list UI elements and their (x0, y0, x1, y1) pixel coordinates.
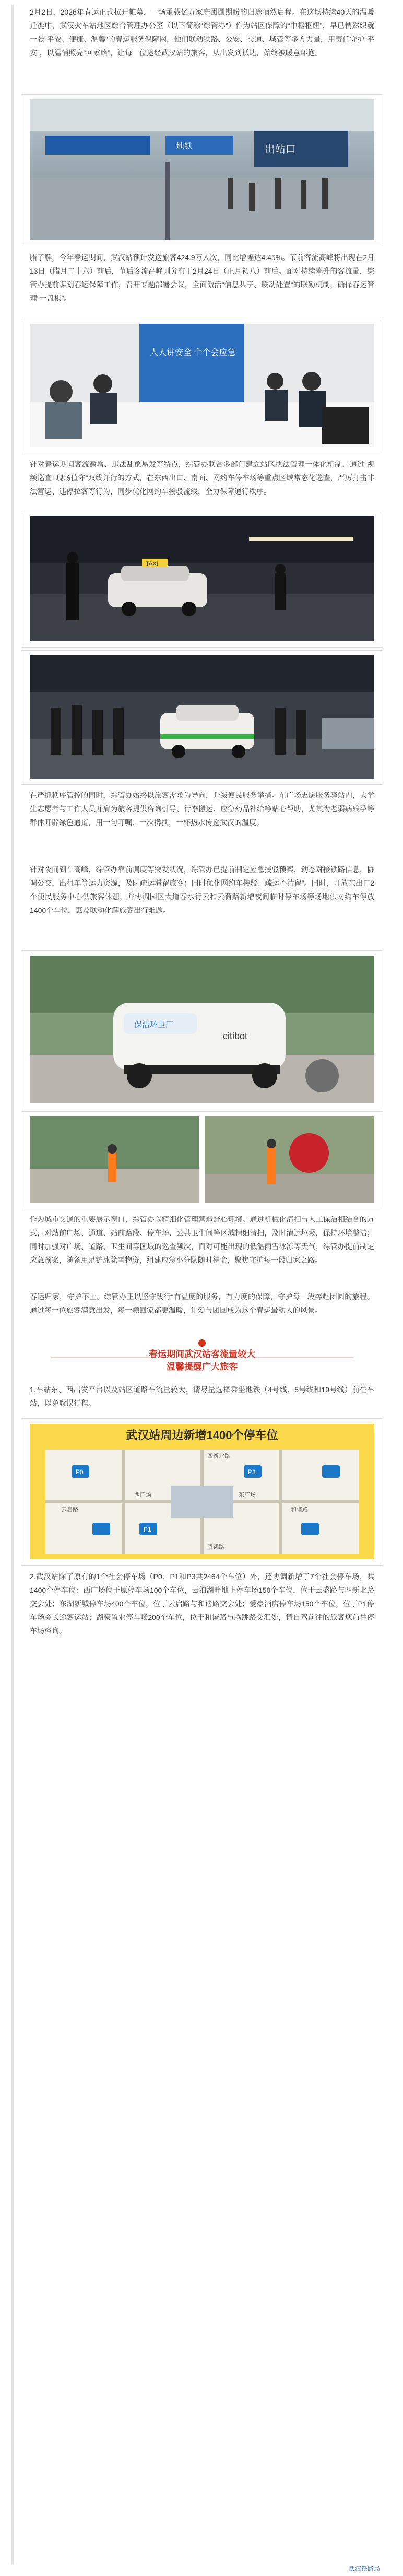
paragraph-passenger-flow: 腊了解，今年春运期间，武汉站预计发送旅客424.9万人次，同比增幅达4.45%。节前客流高峰将出现在2月13日（腊月二十六）前后，节后客流高峰则分布于2月24日（正月初八）前后。面对持续攀升的客流量，综管办提前谋划春运保障工作，召开专题部署会议，全面激活“信息共享、联动处置”的联勤机制，确保春运管理“一盘棋”。 (30, 253, 374, 302)
photo-night-taxi (30, 516, 374, 641)
parking-map (30, 1424, 374, 1559)
map-label-p0: P0 (76, 1468, 84, 1476)
paragraph-enforcement: 针对春运期间客流激增、违法乱象易发等特点，综管办联合多部门建立站区执法管理一体化机制，通过“视频巡查+现场值守”双线并行的方式，在东西出口、南面、网约车停车场等重点区域常态化巡查，严厉打击非法营运、违停拉客等行为，同步优化网约车接驳流线，全力保障通行秩序。 (30, 460, 374, 496)
map-title: 武汉站周边新增1400个停车位 (126, 1429, 278, 1442)
banner-title-line2: 温馨提醒广大旅客 (167, 1362, 238, 1372)
paragraph-intro: 2月2日，2026年春运正式拉开帷幕，一场承载亿万家庭团圆期盼的归途悄然启程。在这场持续40天的温暖迁徙中，武汉火车站地区综合管理办公室（以下简称“综管办”）作为站区保障的“中枢枢纽”，早已悄然织就一张“平安、便捷、温馨”的春运服务保障网，他们联动铁路、公安、交通、城管等多方力量，用责任守护“平安”，以温情照亮“回家路”，让每一位途经武汉站的旅客，从出发到抵达，始终被暖意环抱。 (30, 8, 374, 57)
map-label-tengtiao-road: 腾跳路 (207, 1544, 224, 1550)
photo-meeting (30, 324, 374, 447)
photo-red-sculpture (205, 1116, 374, 1203)
paragraph-services: 在严抓秩序管控的同时，综管办始终以旅客需求为导向，升级便民服务举措。东广场志愿服务驿站内，大学生志愿者与工作人员并肩为旅客提供咨询引导、行李搬运、应急药品补给等贴心帮助，尤其为老弱病残孕等群体开辟绿色通道，用一句叮嘱、一次搀扶，一杯热水传递武汉的温度。 (30, 791, 374, 827)
photo-street-cleaner (30, 1116, 199, 1203)
map-label-west-square: 西广场 (134, 1492, 151, 1498)
photo-taxi-queue (30, 655, 374, 779)
footer-logo: 武汉铁路局 (348, 2565, 380, 2572)
meeting-banner-text: 人人讲安全 个个会应急 (150, 348, 236, 357)
map-label-sixin-road: 四新北路 (207, 1453, 230, 1460)
taxi-light-text: TAXI (146, 561, 158, 567)
metro-sign-text: 地铁 (176, 142, 193, 151)
paragraph-environment: 作为城市交通的重要展示窗口，综管办以精细化管理营造舒心环境。通过机械化清扫与人工保洁相结合的方式，对站前广场、通道、站前路段、停车场、公共卫生间等区域精细清扫，及时清运垃圾，保持环境整洁；同时加强对广场、道路、卫生间等区域的巡查频次，面对可能出现的低温雨雪冰冻等天气，综管办提前制定应急预案，随备用足铲冰除雪物资，组建应急小分队随时待命，聚焦守护每一段归家之路。 (30, 1215, 374, 1264)
banner-title-line1: 春运期间武汉站客流量较大 (149, 1349, 255, 1359)
map-label-p3: P3 (248, 1468, 256, 1476)
photo-station-hall (30, 99, 374, 240)
map-label-hexie-road: 和谐路 (291, 1507, 308, 1513)
left-accent-line (11, 5, 14, 2564)
map-label-p1: P1 (144, 1526, 151, 1533)
paragraph-night-dispatch: 针对夜间到车高峰，综管办靠前调度等突发状况，综管办已提前制定应急接驳预案，动态对接铁路信息，协调公交，出租车等运力资源，及时疏运滞留旅客；同时优化网约车接驳、疏运不清留”。同时，开放东出口2个便民服务中心供旅客休憩，并协调园区大道春水行云和云荷路新增夜间临时停车场等场地供网约车停放1400个车位，惠及联动化解旅客出行难题。 (30, 865, 374, 914)
paragraph-closing: 春运归家，守护不止。综管办正以坚守践行“有温度的服务，有力度的保障，守护每一段奔赴团圆的旅程。通过每一位旅客满意出发，每一颗回家都更温暖，让爱与团圆成为这个春运最动人的风景。 (30, 1292, 374, 1314)
photo-cleaning-vehicle (30, 956, 374, 1103)
map-label-yunqi-road: 云启路 (61, 1507, 78, 1513)
paragraph-metro-tip: 1.车站东、西出发平台以及站区道路车流量较大，请尽量选择乘坐地铁（4号线、5号线和19号线）前往车站，以免耽误行程。 (30, 1385, 374, 1407)
map-label-east-square: 东广场 (239, 1492, 256, 1498)
exit-sign-text: 出站口 (265, 144, 296, 155)
vehicle-brand-text: citibot (223, 1031, 248, 1041)
paragraph-parking-info: 2.武汉站除了原有的1个社会停车场（P0、P1和P3共2464个车位）外，还协调新增了7个社会停车场，共1400个停车位：西广场位于原停车场100个车位，云泊湖畔地上停车场150个车位，位于云盛路与四新北路交会处；东湖新城停车场400个车位，位于云启路与和谐路交会处；爱豪酒店停车场150个车位，位于P1停车场旁长途客运站；湖豪置业停车场200个车位，位于和谐路与腾跳路交汇处，请自驾前往的旅客您前往停车场咨询。 (30, 1572, 374, 1635)
vehicle-side-text: 保洁环卫厂 (134, 1020, 174, 1029)
